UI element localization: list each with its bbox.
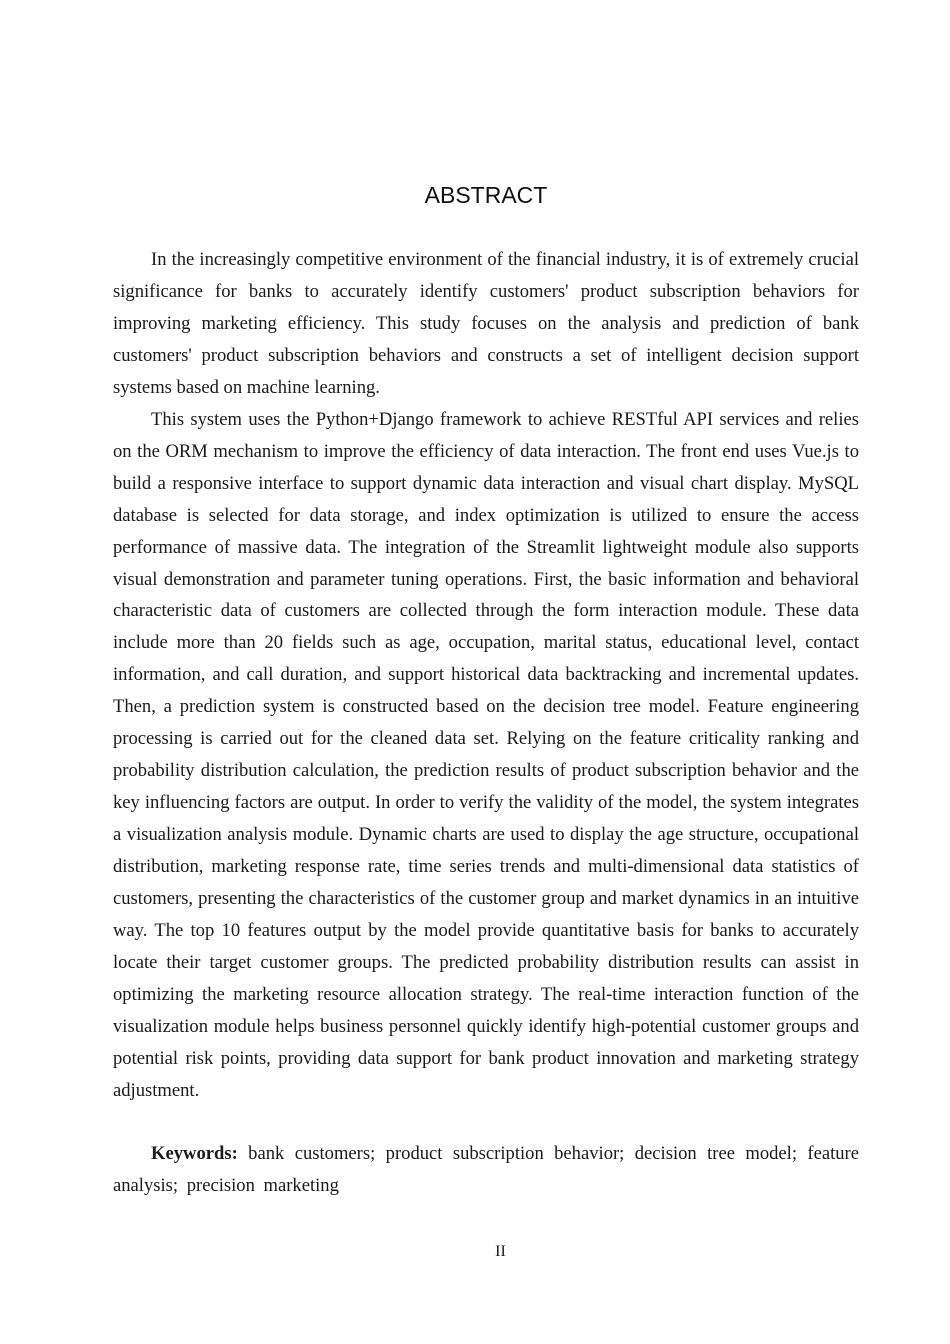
page-number: II — [495, 1243, 506, 1260]
keywords-line — [113, 1138, 859, 1202]
abstract-paragraph-2: This system uses the Python+Django framework to achieve RESTful API services and relies on the ORM mechanism to improve the efficiency of data interaction. The front end uses Vue.js to build a responsive interface to support dynamic data interaction and visual chart display. MySQL database is selected for data storage, and index optimization is utilized to ensure the access performance of massive data. The integration of the Streamlit lightweight module also supports visual demonstration and parameter tuning operations. First, the basic information and behavioral characteristic data of customers are collected through the form interaction module. These data include more than 20 fields such as age, occupation, marital status, educational level, contact information, and call duration, and support historical data backtracking and incremental updates. Then, a prediction system is constructed based on the decision tree model. Feature engineering processing is carried out for the cleaned data set. Relying on the feature criticality ranking and probability distribution calculation, the prediction results of product subscription behavior and the key influencing factors are output. In order to verify the validity of the model, the system integrates a visualization analysis module. Dynamic charts are used to display the age structure, occupational distribution, marketing response rate, time series trends and multi-dimensional data statistics of customers, presenting the characteristics of the customer group and market dynamics in an intuitive way. The top 10 features output by the model provide quantitative basis for banks to accurately locate their target customer groups. The predicted probability distribution results can assist in optimizing the marketing resource allocation strategy. The real-time interaction function of the visualization module helps business personnel quickly identify high-potential customer groups and potential risk points, providing data support for bank product innovation and marketing strategy adjustment. — [113, 408, 859, 1101]
abstract-heading: ABSTRACT — [424, 182, 548, 208]
abstract-paragraph-1: In the increasingly competitive environment of the financial industry, it is of extremely crucial significance for banks to accurately identify customers' product subscription behaviors for improving marketing efficiency. This study focuses on the analysis and prediction of bank customers' product subscription behaviors and constructs a set of intelligent decision support systems based on machine learning. — [113, 249, 859, 398]
keywords-label: Keywords: — [151, 1143, 238, 1164]
abstract-body — [113, 244, 859, 1107]
keywords-text: bank customers; product subscription behavior; decision tree model; feature analysis; precision marketing — [113, 1143, 859, 1196]
